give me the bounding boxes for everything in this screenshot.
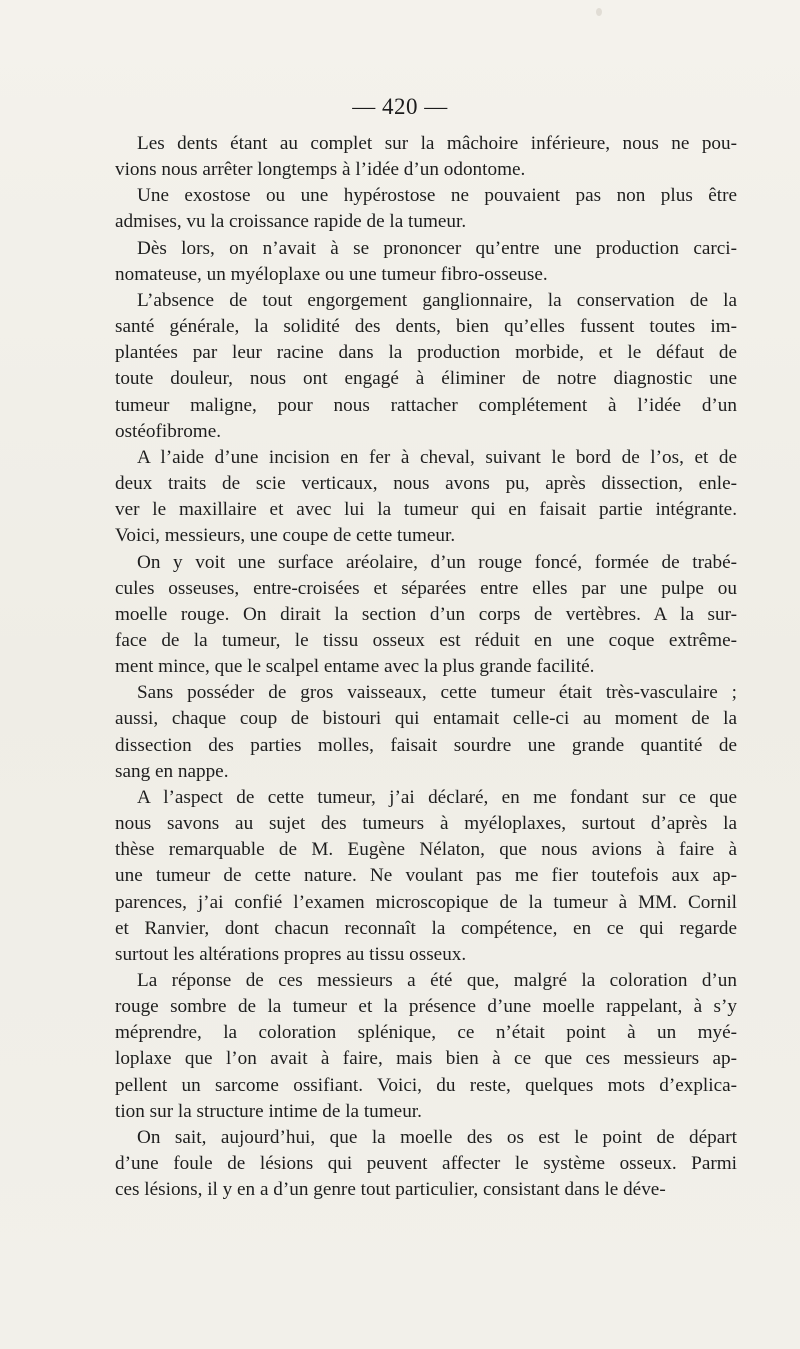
text-line: aussi, chaque coup de bistouri qui entamait celle-ci au moment de la (115, 708, 737, 730)
text-line: méprendre, la coloration splénique, ce n’était point à un myé- (115, 1022, 737, 1044)
text-line: dissection des parties molles, faisait sourdre une grande quantité de (115, 734, 737, 756)
text-line: Sans posséder de gros vaisseaux, cette tumeur était très-vasculaire ; (137, 682, 737, 704)
text-line: et Ranvier, dont chacun reconnaît la compétence, en ce qui regarde (115, 917, 737, 939)
text-line: cules osseuses, entre-croisées et séparées entre elles par une pulpe ou (115, 577, 737, 599)
text-line: ver le maxillaire et avec lui la tumeur qui en faisait partie intégrante. (115, 499, 737, 521)
text-line: surtout les altérations propres au tissu osseux. (115, 943, 467, 965)
text-line: Les dents étant au complet sur la mâchoire inférieure, nous ne pou- (137, 133, 737, 154)
text-line: deux traits de scie verticaux, nous avons pu, après dissection, enle- (115, 473, 737, 495)
text-line: ces lésions, il y en a d’un genre tout particulier, consistant dans le déve- (115, 1179, 666, 1201)
paragraph (115, 550, 737, 681)
text-line: A l’aide d’une incision en fer à cheval, suivant le bord de l’os, et de (137, 446, 737, 468)
text-line: face de la tumeur, le tissu osseux est réduit en une coque extrême- (115, 629, 737, 651)
text-line: ostéofibrome. (115, 420, 222, 442)
text-line: On sait, aujourd’hui, que la moelle des os est le point de départ (137, 1126, 737, 1148)
text-line: une tumeur de cette nature. Ne voulant pas me fier toutefois aux ap- (115, 865, 737, 887)
text-line: santé générale, la solidité des dents, bien qu’elles fussent toutes im- (115, 316, 737, 338)
text-line: parences, j’ai confié l’examen microscopique de la tumeur à MM. Cornil (115, 891, 737, 913)
paragraph (115, 785, 737, 968)
text-line: La réponse de ces messieurs a été que, malgré la coloration d’un (137, 970, 737, 991)
text-line: toute douleur, nous ont engagé à éliminer de notre diagnostic une (115, 368, 737, 390)
paragraph (115, 680, 737, 785)
text-line: sang en nappe. (115, 760, 229, 782)
paragraph (115, 131, 737, 183)
text-line: moelle rouge. On dirait la section d’un corps de vertèbres. A la sur- (115, 603, 737, 625)
paragraph (115, 1125, 737, 1203)
text-line: thèse remarquable de M. Eugène Nélaton, que nous avions à faire à (115, 839, 737, 861)
body-text (115, 131, 737, 1203)
text-line: d’une foule de lésions qui peuvent affecter le système osseux. Parmi (115, 1153, 737, 1175)
text-line: ment mince, que le scalpel entame avec la plus grande facilité. (115, 656, 595, 678)
text-line: loplaxe que l’on avait à faire, mais bien à ce que ces messieurs ap- (115, 1048, 737, 1070)
page-number: — 420 — (352, 94, 448, 119)
text-line: admises, vu la croissance rapide de la tumeur. (115, 211, 467, 233)
paragraph (115, 445, 737, 550)
text-line: Dès lors, on n’avait à se prononcer qu’entre une production carci- (137, 237, 737, 259)
text-line: Voici, messieurs, une coupe de cette tumeur. (115, 525, 456, 547)
text-line: pellent un sarcome ossifiant. Voici, du reste, quelques mots d’explica- (115, 1074, 737, 1096)
text-line: nous savons au sujet des tumeurs à myéloplaxes, surtout d’après la (115, 813, 737, 835)
paper-blemish (596, 8, 602, 16)
text-line: vions nous arrêter longtemps à l’idée d’un odontome. (115, 159, 526, 181)
paragraph (115, 288, 737, 445)
text-line: plantées par leur racine dans la production morbide, et le défaut de (115, 342, 737, 364)
text-line: nomateuse, un myéloplaxe ou une tumeur fibro-osseuse. (115, 263, 548, 285)
text-line: tion sur la structure intime de la tumeur. (115, 1100, 422, 1122)
paragraph (115, 236, 737, 288)
text-line: tumeur maligne, pour nous rattacher complétement à l’idée d’un (115, 394, 737, 416)
paragraph (115, 183, 737, 235)
text-line: A l’aspect de cette tumeur, j’ai déclaré, en me fondant sur ce que (137, 786, 737, 808)
text-line: L’absence de tout engorgement ganglionnaire, la conservation de la (137, 289, 737, 311)
text-line: Une exostose ou une hypérostose ne pouvaient pas non plus être (137, 185, 737, 207)
paragraph (115, 968, 737, 1125)
text-line: On y voit une surface aréolaire, d’un rouge foncé, formée de trabé- (137, 551, 737, 573)
text-line: rouge sombre de la tumeur et la présence d’une moelle rappelant, à s’y (115, 996, 737, 1018)
